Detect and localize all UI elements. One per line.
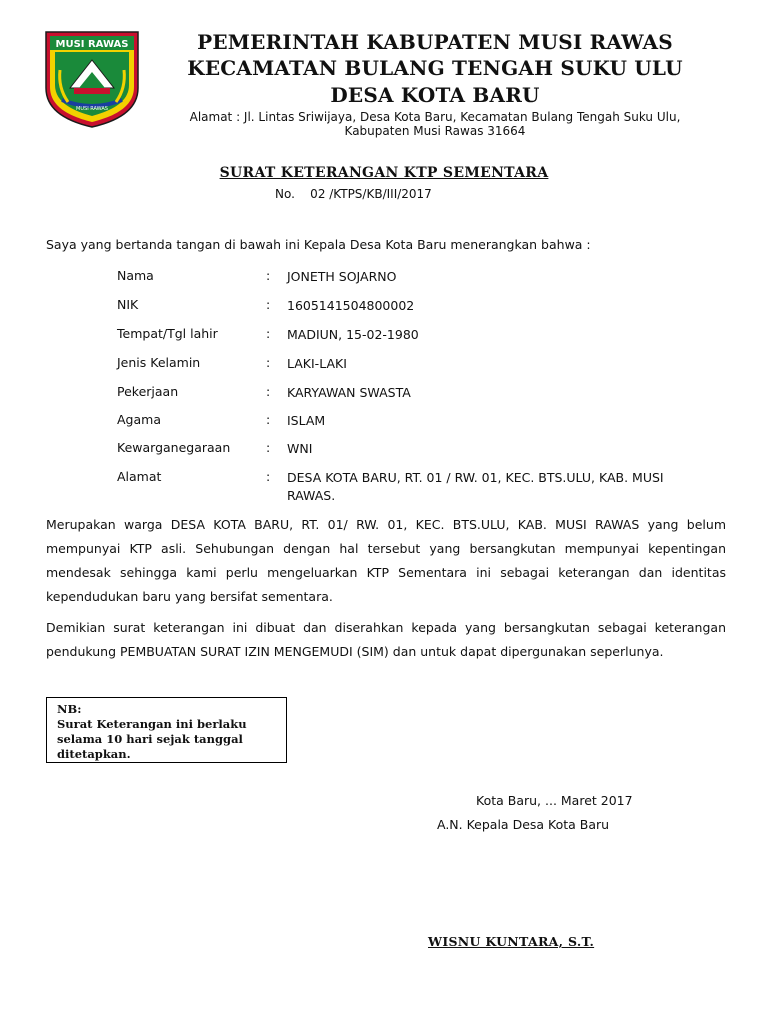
- signature-on-behalf: A.N. Kepala Desa Kota Baru: [437, 817, 610, 832]
- field-label-citizenship: Kewarganegaraan: [117, 440, 231, 455]
- svg-text:MUSI RAWAS: MUSI RAWAS: [55, 39, 129, 50]
- field-colon: :: [266, 412, 271, 427]
- document-number: No. 02 /KTPS/KB/III/2017: [275, 187, 432, 201]
- field-value-gender: LAKI-LAKI: [287, 356, 347, 371]
- field-colon: :: [266, 469, 271, 484]
- field-label-religion: Agama: [117, 412, 161, 427]
- field-colon: :: [266, 355, 271, 370]
- logo-motto: MUSI RAWAS: [76, 106, 108, 112]
- field-label-nama: Nama: [117, 268, 154, 283]
- note-box: [46, 697, 287, 763]
- header-line-2: KECAMATAN BULANG TENGAH SUKU ULU: [187, 56, 683, 80]
- body-paragraph-1: Merupakan warga DESA KOTA BARU, RT. 01/ RW. 01, KEC. BTS.ULU, KAB. MUSI RAWAS yang belum mempunyai KTP asli. Sehubungan dengan hal tersebut yang bersangkutan mempunyai kepentingan mendesak sehingga kami perlu mengeluarkan KTP Sementara ini sebagai keterangan dan identitas kependudukan baru yang bersifat sementara.: [46, 517, 726, 604]
- field-label-address: Alamat: [117, 469, 162, 484]
- note-text: Surat Keterangan ini berlaku selama 10 hari sejak tanggal ditetapkan.: [57, 717, 247, 761]
- field-value-nik: 1605141504800002: [287, 298, 415, 313]
- header-line-3: DESA KOTA BARU: [330, 83, 540, 107]
- intro-text: Saya yang bertanda tangan di bawah ini Kepala Desa Kota Baru menerangkan bahwa :: [46, 237, 591, 252]
- field-colon: :: [266, 326, 271, 341]
- field-colon: :: [266, 268, 271, 283]
- field-value-religion: ISLAM: [287, 413, 326, 428]
- field-value-citizenship: WNI: [287, 441, 313, 456]
- header-line-1: PEMERINTAH KABUPATEN MUSI RAWAS: [197, 30, 673, 54]
- field-value-occupation: KARYAWAN SWASTA: [287, 385, 411, 400]
- musi-rawas-logo: [44, 30, 140, 128]
- note-label: NB:: [57, 702, 82, 716]
- signature-place-date: Kota Baru, ... Maret 2017: [476, 793, 633, 808]
- field-value-birth: MADIUN, 15-02-1980: [287, 327, 419, 342]
- field-colon: :: [266, 297, 271, 312]
- field-label-birth: Tempat/Tgl lahir: [117, 326, 218, 341]
- field-value-nama: JONETH SOJARNO: [287, 269, 397, 284]
- field-label-occupation: Pekerjaan: [117, 384, 179, 399]
- field-label-nik: NIK: [117, 297, 139, 312]
- body-paragraph-2: Demikian surat keterangan ini dibuat dan diserahkan kepada yang bersangkutan sebagai keterangan pendukung PEMBUATAN SURAT IZIN MENGEMUDI (SIM) dan untuk dapat dipergunakan seperlunya.: [46, 620, 726, 659]
- field-label-gender: Jenis Kelamin: [117, 355, 201, 370]
- document-title: SURAT KETERANGAN KTP SEMENTARA: [219, 165, 549, 181]
- header-address-2: Kabupaten Musi Rawas 31664: [344, 124, 526, 138]
- field-colon: :: [266, 384, 271, 399]
- field-colon: :: [266, 440, 271, 455]
- signature-name: WISNU KUNTARA, S.T.: [428, 934, 595, 949]
- header-address-1: Alamat : Jl. Lintas Sriwijaya, Desa Kota Baru, Kecamatan Bulang Tengah Suku Ulu,: [189, 110, 681, 124]
- field-value-address: DESA KOTA BARU, RT. 01 / RW. 01, KEC. BTS.ULU, KAB. MUSI RAWAS.: [287, 470, 664, 503]
